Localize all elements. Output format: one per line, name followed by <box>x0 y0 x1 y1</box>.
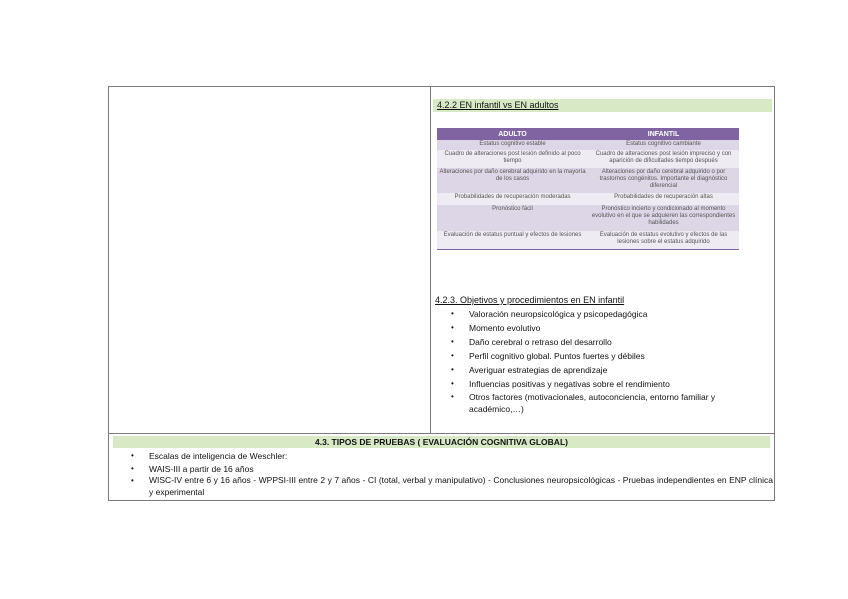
list-item: • Escalas de inteligencia de Weschler: <box>131 451 288 461</box>
cell-adulto: Cuadro de alteraciones post lesión definido al poco tiempo <box>437 150 588 168</box>
cell-adulto: Estatus cognitivo estable <box>437 140 588 150</box>
section-422-title: 4.2.2 EN infantil vs EN adultos <box>437 100 559 110</box>
bullet-icon: • <box>131 476 134 485</box>
list-item: • Momento evolutivo <box>451 323 541 333</box>
right-cell <box>431 87 774 433</box>
objectives-list <box>451 307 771 415</box>
bullet-icon: • <box>451 365 454 374</box>
section-423-title: 4.2.3. Objetivos y procedimientos en EN infantil <box>435 295 625 305</box>
cell-adulto: Alteraciones por daño cerebral adquirido en la mayoría de los casos <box>437 168 588 193</box>
cell-infantil: Estatus cognitivo cambiante <box>588 140 739 150</box>
cell-adulto: Pronóstico fácil <box>437 205 588 231</box>
comparison-table <box>437 128 739 250</box>
section-422-header <box>433 99 772 112</box>
table-row <box>437 168 739 193</box>
cell-infantil: Alteraciones por daño cerebral adquirido o por trastornos congénitos. Importante el diagnóstico diferencial <box>588 168 739 193</box>
list-item: • Otros factores (motivacionales, autoconciencia, entorno familiar y académico,…) <box>451 392 716 414</box>
cell-infantil: Pronóstico incierto y condicionado al momento evolutivo en el que se adquieren las correspondientes habilidades <box>588 205 739 231</box>
test-types-list <box>131 450 773 498</box>
comparison-header-row <box>437 128 739 140</box>
cell-infantil: Probabilidades de recuperación altas <box>588 193 739 205</box>
bottom-row <box>109 433 774 501</box>
list-item: • Influencias positivas y negativas sobre el rendimiento <box>451 379 670 389</box>
bullet-icon: • <box>451 392 454 401</box>
cell-adulto: Probabilidades de recuperación moderadas <box>437 193 588 205</box>
table-row <box>437 205 739 231</box>
header-adulto: ADULTO <box>437 128 588 140</box>
list-item: • Perfil cognitivo global. Puntos fuertes y débiles <box>451 351 645 361</box>
cell-infantil: Evaluación de estatus evolutivo y efectos de las lesiones sobre el estatus adquirido <box>588 231 739 250</box>
bullet-icon: • <box>451 337 454 346</box>
bullet-icon: • <box>451 323 454 332</box>
header-infantil: INFANTIL <box>588 128 739 140</box>
list-item: • Valoración neuropsicológica y psicopedagógica <box>451 309 648 319</box>
section-43-title: 4.3. TIPOS DE PRUEBAS ( EVALUACIÓN COGNITIVA GLOBAL) <box>113 436 770 448</box>
list-item: • Daño cerebral o retraso del desarrollo <box>451 337 612 347</box>
bullet-icon: • <box>451 379 454 388</box>
table-row <box>437 231 739 250</box>
bullet-icon: • <box>131 463 134 473</box>
table-row <box>437 150 739 168</box>
list-item: • WAIS-III a partir de 16 años <box>131 463 254 474</box>
cell-infantil: Cuadro de alteraciones post lesión impreciso y con aparición de dificultades tiempo después <box>588 150 739 168</box>
bullet-icon: • <box>131 451 134 460</box>
list-item: • Averiguar estrategias de aprendizaje <box>451 365 608 375</box>
list-item: • WISC-IV entre 6 y 16 años - WPPSI-III entre 2 y 7 años - CI (total, verbal y manipulativo) - Conclusiones neuropsicológicas - Pruebas independientes en ENP clínica y experimental <box>131 475 773 497</box>
bullet-icon: • <box>451 351 454 360</box>
table-row <box>437 193 739 205</box>
cell-adulto: Evaluación de estatus puntual y efectos de lesiones <box>437 231 588 250</box>
table-row <box>437 140 739 150</box>
top-row <box>109 87 774 433</box>
empty-left-cell <box>109 87 431 433</box>
bullet-icon: • <box>451 309 454 318</box>
document-table <box>108 86 775 501</box>
